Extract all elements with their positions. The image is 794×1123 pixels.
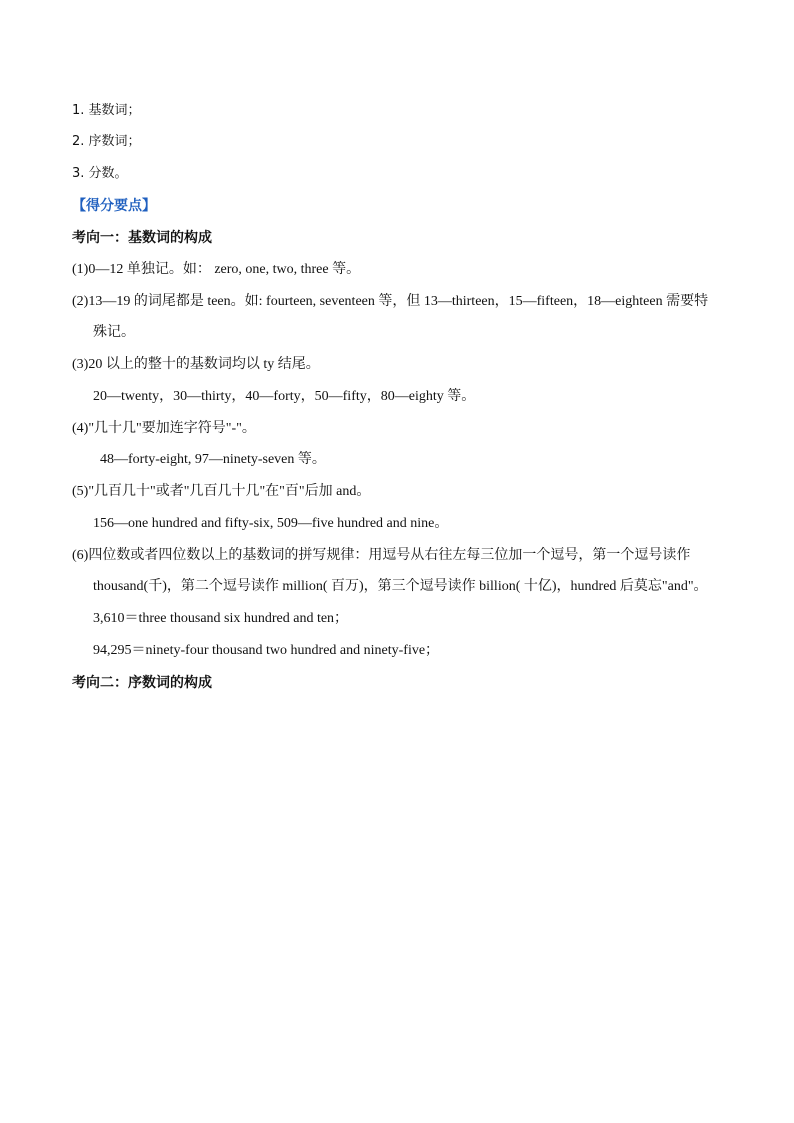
topic1-item-4-example: 48—forty-eight, 97—ninety-seven 等。 bbox=[100, 452, 326, 467]
list-item-ordinal: 2. 序数词； bbox=[72, 134, 141, 149]
topic1-item-5-example: 156—one hundred and fifty-six, 509—five hundred and nine。 bbox=[93, 516, 449, 531]
topic1-item-6-example-2: 94,295＝ninety-four thousand two hundred and ninety-five； bbox=[93, 643, 440, 658]
topic1-item-2-cont: 殊记。 bbox=[93, 325, 135, 340]
topic1-item-3-example: 20—twenty，30—thirty，40—forty，50—fifty，80—eighty 等。 bbox=[93, 389, 476, 404]
list-item-fraction: 3. 分数。 bbox=[72, 166, 128, 181]
topic1-item-4: (4)"几十几"要加连字符号"-"。 bbox=[72, 421, 256, 436]
topic2-heading: 考向二：序数词的构成 bbox=[72, 675, 212, 691]
topic1-item-5: (5)"几百几十"或者"几百几十几"在"百"后加 and。 bbox=[72, 484, 371, 499]
topic1-item-3: (3)20 以上的整十的基数词均以 ty 结尾。 bbox=[72, 357, 320, 372]
topic1-item-6-cont: thousand(千)，第二个逗号读作 million( 百万)，第三个逗号读作 billion( 十亿)，hundred 后莫忘"and"。 bbox=[93, 579, 708, 594]
topic1-heading: 考向一：基数词的构成 bbox=[72, 230, 212, 246]
list-item-cardinal: 1. 基数词； bbox=[72, 103, 141, 118]
topic1-item-2: (2)13—19 的词尾都是 teen。如: fourteen, seventeen 等，但 13—thirteen，15—fifteen，18—eighteen 需要特 bbox=[72, 294, 709, 309]
topic1-item-1: (1)0—12 单独记。如： zero, one, two, three 等。 bbox=[72, 262, 361, 277]
section-header-key-points: 【得分要点】 bbox=[72, 198, 156, 214]
topic1-item-6: (6)四位数或者四位数以上的基数词的拼写规律：用逗号从右往左每三位加一个逗号，第一个逗号读作 bbox=[72, 548, 691, 563]
topic1-item-6-example-1: 3,610＝three thousand six hundred and ten； bbox=[93, 611, 349, 626]
